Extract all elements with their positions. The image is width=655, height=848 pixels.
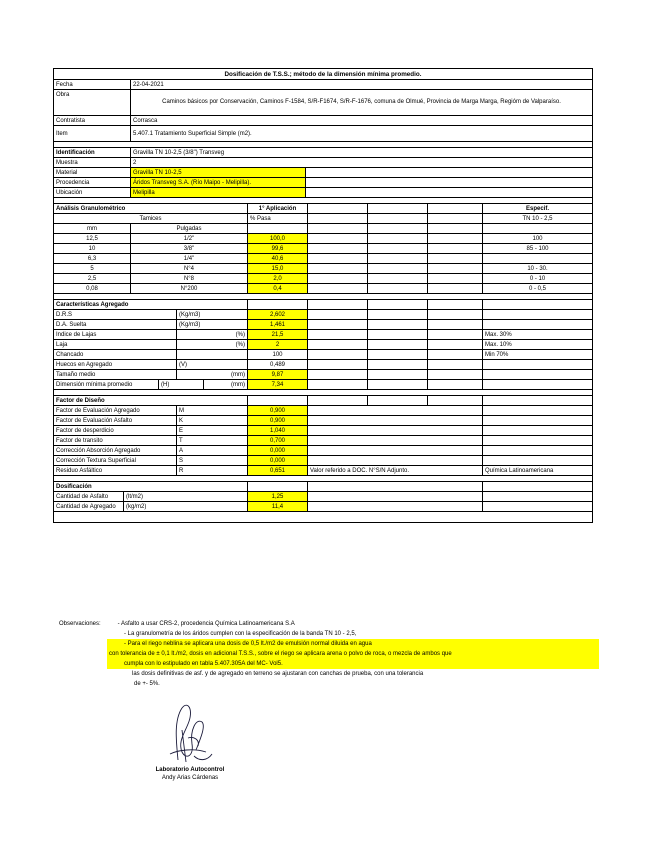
empty-cell [483, 300, 592, 309]
empty-cell [368, 360, 428, 369]
caracteristica-label: Indice de Lajas [54, 330, 177, 339]
signature-stroke [170, 705, 212, 762]
obra-row [54, 90, 592, 116]
caracteristica-unit: (mm) [177, 370, 248, 379]
identificacion-label: Identificación [54, 148, 131, 157]
factor-value: 0,700 [248, 436, 308, 445]
item-value: 5.407.1 Tratamiento Superficial Simple (m2). [133, 130, 252, 137]
empty-cell [428, 274, 483, 283]
caracteristica-spec [483, 360, 592, 369]
factor-symbol: T [177, 436, 248, 445]
factor-title: Factor de Diseño [54, 396, 248, 405]
empty-cell [368, 284, 428, 293]
sheet-title: Dosificación de T.S.S.; método de la dimensión mínima promedio. [224, 71, 422, 78]
factor-row [54, 436, 592, 446]
observaciones [59, 619, 599, 689]
factor-note [308, 406, 483, 415]
caracteristica-spec: Max. 10% [485, 342, 512, 348]
tamices-header: Tamices [54, 214, 248, 223]
empty-cell [308, 330, 368, 339]
granulometria-header-row [54, 204, 592, 214]
tamiz-pulgadas: N°8 [131, 274, 248, 283]
dosificacion-label: Cantidad de Asfalto [54, 492, 124, 501]
empty-cell [308, 274, 368, 283]
factor-row [54, 426, 592, 436]
observacion-line-4: cumpla con lo estipulado en tabla 5.407.305A del MC- Vol5. [107, 659, 599, 669]
empty-cell [368, 380, 428, 389]
dosificacion-rows [54, 492, 592, 512]
caracteristica-unit: (mm) [204, 380, 248, 389]
dosificacion-unit: (lt/m2) [124, 492, 248, 501]
factor-header-row [54, 396, 592, 406]
empty-cell [428, 310, 483, 319]
spec-value: 100 [532, 236, 543, 242]
empty-cell [308, 350, 368, 359]
ubicacion-label: Ubicación [54, 188, 131, 197]
factor-label: Factor de transito [54, 436, 177, 445]
factor-note [308, 446, 483, 455]
caracteristica-row [54, 320, 592, 330]
factor-note: Valor referido a DOC. N°S/N Adjunto. [308, 466, 483, 475]
empty-cell [308, 340, 368, 349]
factor-rows [54, 406, 592, 476]
empty-cell [483, 224, 592, 233]
caracteristica-label: Laja [54, 340, 177, 349]
empty-cell [368, 350, 428, 359]
procedencia-label: Procedencia [54, 178, 131, 187]
caracteristica-value: 21,5 [248, 330, 308, 339]
factor-row [54, 466, 592, 476]
material-value: Gravilla TN 10-2,5 [131, 168, 306, 177]
observacion-line-0 [59, 619, 599, 629]
tamiz-mm: 0,08 [54, 284, 131, 293]
caracteristica-unit: (V) [177, 360, 248, 369]
factor-value: 0,900 [248, 406, 308, 415]
contratista-value: Corrasca [133, 118, 158, 124]
empty-cell [368, 254, 428, 263]
caracteristica-row [54, 330, 592, 340]
obra-value: Caminos básicos por Conservación, Caminos F-1584, S/R-F1674, S/R-F-1676, comuna de Olmué, Provincia de Marga Marga, Regióm de Valparaíso. [162, 99, 561, 105]
caracteristica-spec: Min 70% [485, 352, 509, 358]
pulgadas-header: Pulgadas [131, 224, 248, 233]
empty-cell [308, 284, 368, 293]
identificacion-value: Gravilla TN 10-2,5 (3/8") Transveg [133, 150, 225, 156]
dosificacion-row [54, 502, 592, 512]
tamiz-mm: 5 [54, 264, 131, 273]
empty-cell [308, 264, 368, 273]
tamiz-mm: 2,5 [54, 274, 131, 283]
empty-cell [308, 214, 368, 223]
empty-cell [306, 168, 592, 177]
empty-cell [368, 320, 428, 329]
spec-value: 10 - 30. [527, 266, 548, 272]
factor-row [54, 446, 592, 456]
factor-row [54, 456, 592, 466]
caracteristica-value: 2,602 [248, 310, 308, 319]
empty-cell [428, 284, 483, 293]
empty-cell [428, 214, 483, 223]
material-row [54, 168, 592, 178]
observacion-line-2: - Para el riego neblina se aplicara una dosis de 0,5 lt./m2 de emulsión normal diluida en agua [107, 639, 599, 649]
caracteristica-label: Huecos en Agregado [54, 360, 177, 369]
empty-cell [308, 234, 368, 243]
empty-cell [308, 224, 368, 233]
empty-cell [368, 310, 428, 319]
caracteristica-value: 100 [248, 350, 308, 359]
tamiz-mm: 10 [54, 244, 131, 253]
signature-image [148, 700, 238, 768]
observacion-line-1: - La granulometría de los áridos cumplen con la especificación de la banda TN 10 - 2,5, [124, 631, 357, 637]
empty-cell [308, 300, 368, 309]
factor-symbol: R [177, 466, 248, 475]
caracteristica-value: 0,489 [248, 360, 308, 369]
caracteristica-row [54, 340, 592, 350]
factor-note [308, 416, 483, 425]
caracteristica-value: 2 [248, 340, 308, 349]
factor-spec [483, 426, 592, 435]
fecha-row [54, 80, 592, 90]
caracteristica-row [54, 370, 592, 380]
dosificacion-label: Cantidad de Agregado [54, 502, 124, 511]
tamiz-pulgadas: N°4 [131, 264, 248, 273]
factor-spec [483, 406, 592, 415]
empty-cell [308, 254, 368, 263]
granulometria-row [54, 244, 592, 254]
granulometria-subheader-row [54, 214, 592, 224]
empty-cell [308, 244, 368, 253]
tamiz-mm: 6,3 [54, 254, 131, 263]
factor-symbol: E [177, 426, 248, 435]
mm-header: mm [54, 224, 131, 233]
empty-cell [483, 502, 592, 511]
caracteristica-spec [483, 310, 592, 319]
empty-cell [308, 370, 368, 379]
spec-value: 0 - 10 [529, 276, 546, 282]
pasa-value: 40,6 [248, 254, 308, 263]
muestra-row [54, 158, 592, 168]
empty-cell [308, 310, 368, 319]
procedencia-row [54, 178, 592, 188]
caracteristica-label: Dimensión mínima promedio [54, 380, 159, 389]
empty-cell [308, 360, 368, 369]
obra-label: Obra [54, 90, 131, 115]
pasa-value: 100,0 [248, 234, 308, 243]
item-label: Item [54, 126, 131, 141]
tamiz-pulgadas: 1/4" [131, 254, 248, 263]
caracteristicas-title: Características Agregado [54, 300, 248, 309]
granulometria-row [54, 284, 592, 294]
tamiz-pulgadas: N°200 [131, 284, 248, 293]
contratista-row [54, 116, 592, 126]
granulometria-row [54, 254, 592, 264]
tamiz-pulgadas: 1/2" [131, 234, 248, 243]
aplicacion-header: 1° Aplicación [248, 204, 308, 213]
empty-cell [483, 482, 592, 491]
caracteristica-spec [483, 320, 592, 329]
pasa-header: % Pasa [248, 214, 308, 223]
granulometria-units-row [54, 224, 592, 234]
caracteristica-value: 1,461 [248, 320, 308, 329]
observacion-line-3: con tolerancia de ± 0,1 lt./m2, dosis en adicional T.S.S., sobre el riego se aplicara arena o polvo de roca, o mezcla de ambos que [107, 649, 599, 659]
factor-spec [483, 416, 592, 425]
factor-note [308, 426, 483, 435]
pasa-value: 2,0 [248, 274, 308, 283]
factor-note [308, 456, 483, 465]
granulometria-title: Análisis Granulométrico [54, 204, 248, 213]
caracteristica-value: 7,34 [248, 380, 308, 389]
identificacion-row [54, 148, 592, 158]
caracteristica-row [54, 310, 592, 320]
factor-spec [483, 456, 592, 465]
sheet-title-row [54, 69, 592, 80]
pasa-value: 15,0 [248, 264, 308, 273]
factor-label: Factor de desperdicio [54, 426, 177, 435]
caracteristica-label: Chancado [54, 350, 177, 359]
dosificacion-value: 11,4 [248, 502, 308, 511]
muestra-value: 2 [133, 160, 137, 166]
empty-cell [368, 234, 428, 243]
factor-label: Factor de Evaluación Agregado [54, 406, 177, 415]
muestra-label: Muestra [54, 158, 131, 167]
observaciones-label: Observaciones: [59, 621, 101, 627]
empty-cell [368, 214, 428, 223]
empty-cell [368, 396, 428, 405]
factor-symbol: K [177, 416, 248, 425]
empty-cell [306, 188, 592, 197]
factor-row [54, 406, 592, 416]
tamiz-mm: 12,5 [54, 234, 131, 243]
tamiz-pulgadas: 3/8" [131, 244, 248, 253]
material-label: Material [54, 168, 131, 177]
empty-cell [368, 204, 428, 213]
empty-cell [483, 492, 592, 501]
caracteristicas-header-row [54, 300, 592, 310]
observacion-text: - Asfalto a usar CRS-2, procedencia Química Latinoamericana S.A [117, 621, 295, 627]
empty-cell [428, 320, 483, 329]
dosificacion-unit: (kg/m2) [124, 502, 248, 511]
observacion-line-5: las dosis definitivas de asf. y de agregado en terreno se ajustaran con canchas de prueba, con una tolerancia [132, 671, 424, 677]
caracteristica-label: Tamaño medio [54, 370, 177, 379]
empty-cell [428, 330, 483, 339]
item-row [54, 126, 592, 142]
procedencia-value: Áridos Transveg S.A. (Río Maipo - Melipilla). [131, 178, 306, 187]
dosificacion-title: Dosificación [54, 482, 248, 491]
empty-cell [368, 264, 428, 273]
spec-value: 0 - 0,5 [528, 286, 546, 292]
granulometria-row [54, 234, 592, 244]
empty-cell [368, 274, 428, 283]
factor-value: 1,040 [248, 426, 308, 435]
dosificacion-value: 1,25 [248, 492, 308, 501]
caracteristica-unit: (%) [177, 340, 248, 349]
empty-cell [368, 340, 428, 349]
empty-cell [428, 234, 483, 243]
factor-value: 0,000 [248, 446, 308, 455]
dosificacion-header-row [54, 482, 592, 492]
factor-spec [483, 446, 592, 455]
empty-cell [428, 340, 483, 349]
empty-cell [428, 204, 483, 213]
signature-line1: Laboratorio Autocontrol [155, 767, 225, 773]
ubicacion-value: Melipilla [131, 188, 306, 197]
caracteristica-spec [483, 370, 592, 379]
pasa-value: 0,4 [248, 284, 308, 293]
empty-cell [308, 502, 483, 511]
empty-cell [428, 396, 483, 405]
ubicacion-row [54, 188, 592, 198]
empty-cell [368, 244, 428, 253]
pasa-value: 99,6 [248, 244, 308, 253]
spec-value [483, 254, 592, 263]
contratista-label: Contratista [54, 116, 131, 125]
caracteristica-unit: (Kg/m3) [177, 320, 248, 329]
caracteristica-value: 9,87 [248, 370, 308, 379]
factor-value: 0,900 [248, 416, 308, 425]
dosificacion-row [54, 492, 592, 502]
empty-cell [368, 224, 428, 233]
factor-symbol: A [177, 446, 248, 455]
banda-header: TN 10 - 2,5 [522, 216, 553, 222]
factor-label: Residuo Asfáltico [54, 466, 177, 475]
empty-cell [368, 370, 428, 379]
factor-symbol: S [177, 456, 248, 465]
empty-cell [368, 330, 428, 339]
caracteristica-unit [177, 350, 248, 359]
factor-spec [483, 436, 592, 445]
factor-value: 0,000 [248, 456, 308, 465]
factor-label: Corrección Textura Superficial [54, 456, 177, 465]
caracteristica-unit: (%) [177, 330, 248, 339]
spec-value: 85 - 100 [526, 246, 549, 252]
empty-cell [428, 300, 483, 309]
caracteristica-row [54, 360, 592, 370]
empty-cell [308, 492, 483, 501]
caracteristica-unit: (Kg/m3) [177, 310, 248, 319]
granulometria-rows [54, 234, 592, 294]
factor-note [308, 436, 483, 445]
caracteristica-spec [483, 380, 592, 389]
caracteristica-unit-symbol: (H) [159, 380, 204, 389]
factor-label: Factor de Evaluación Asfalto [54, 416, 177, 425]
empty-cell [428, 350, 483, 359]
empty-cell [428, 380, 483, 389]
fecha-label: Fecha [54, 80, 131, 89]
empty-cell [428, 254, 483, 263]
caracteristica-label: D.R.S [54, 310, 177, 319]
caracteristica-spec: Max. 30% [485, 332, 512, 338]
empty-cell [483, 396, 592, 405]
empty-cell [248, 482, 308, 491]
factor-label: Corrección Absorción Agregado [54, 446, 177, 455]
empty-cell [428, 264, 483, 273]
dosification-sheet [53, 68, 593, 523]
fecha-value: 22-04-2021 [133, 82, 164, 88]
factor-symbol: M [177, 406, 248, 415]
empty-cell [308, 482, 483, 491]
empty-cell [428, 244, 483, 253]
empty-cell [308, 396, 368, 405]
empty-cell [248, 300, 308, 309]
empty-cell [248, 396, 308, 405]
signature-block [148, 766, 232, 782]
empty-cell [308, 380, 368, 389]
granulometria-row [54, 264, 592, 274]
empty-cell [428, 224, 483, 233]
factor-spec: Química Latinoamericana [485, 468, 554, 474]
caracteristicas-rows [54, 310, 592, 390]
empty-cell [308, 204, 368, 213]
caracteristica-row [54, 380, 592, 390]
caracteristica-label: D.A. Suelta [54, 320, 177, 329]
empty-cell [306, 178, 592, 187]
signature-line2: Andy Arias Cárdenas [161, 775, 219, 781]
caracteristica-row [54, 350, 592, 360]
empty-cell [368, 300, 428, 309]
empty-cell [428, 370, 483, 379]
granulometria-row [54, 274, 592, 284]
empty-cell [248, 224, 308, 233]
empty-cell [428, 360, 483, 369]
empty-cell [308, 320, 368, 329]
factor-row [54, 416, 592, 426]
observacion-line-6: de +- 5%. [134, 681, 160, 687]
factor-value: 0,651 [248, 466, 308, 475]
especif-header: Especif. [525, 206, 549, 212]
spacer [54, 512, 592, 522]
